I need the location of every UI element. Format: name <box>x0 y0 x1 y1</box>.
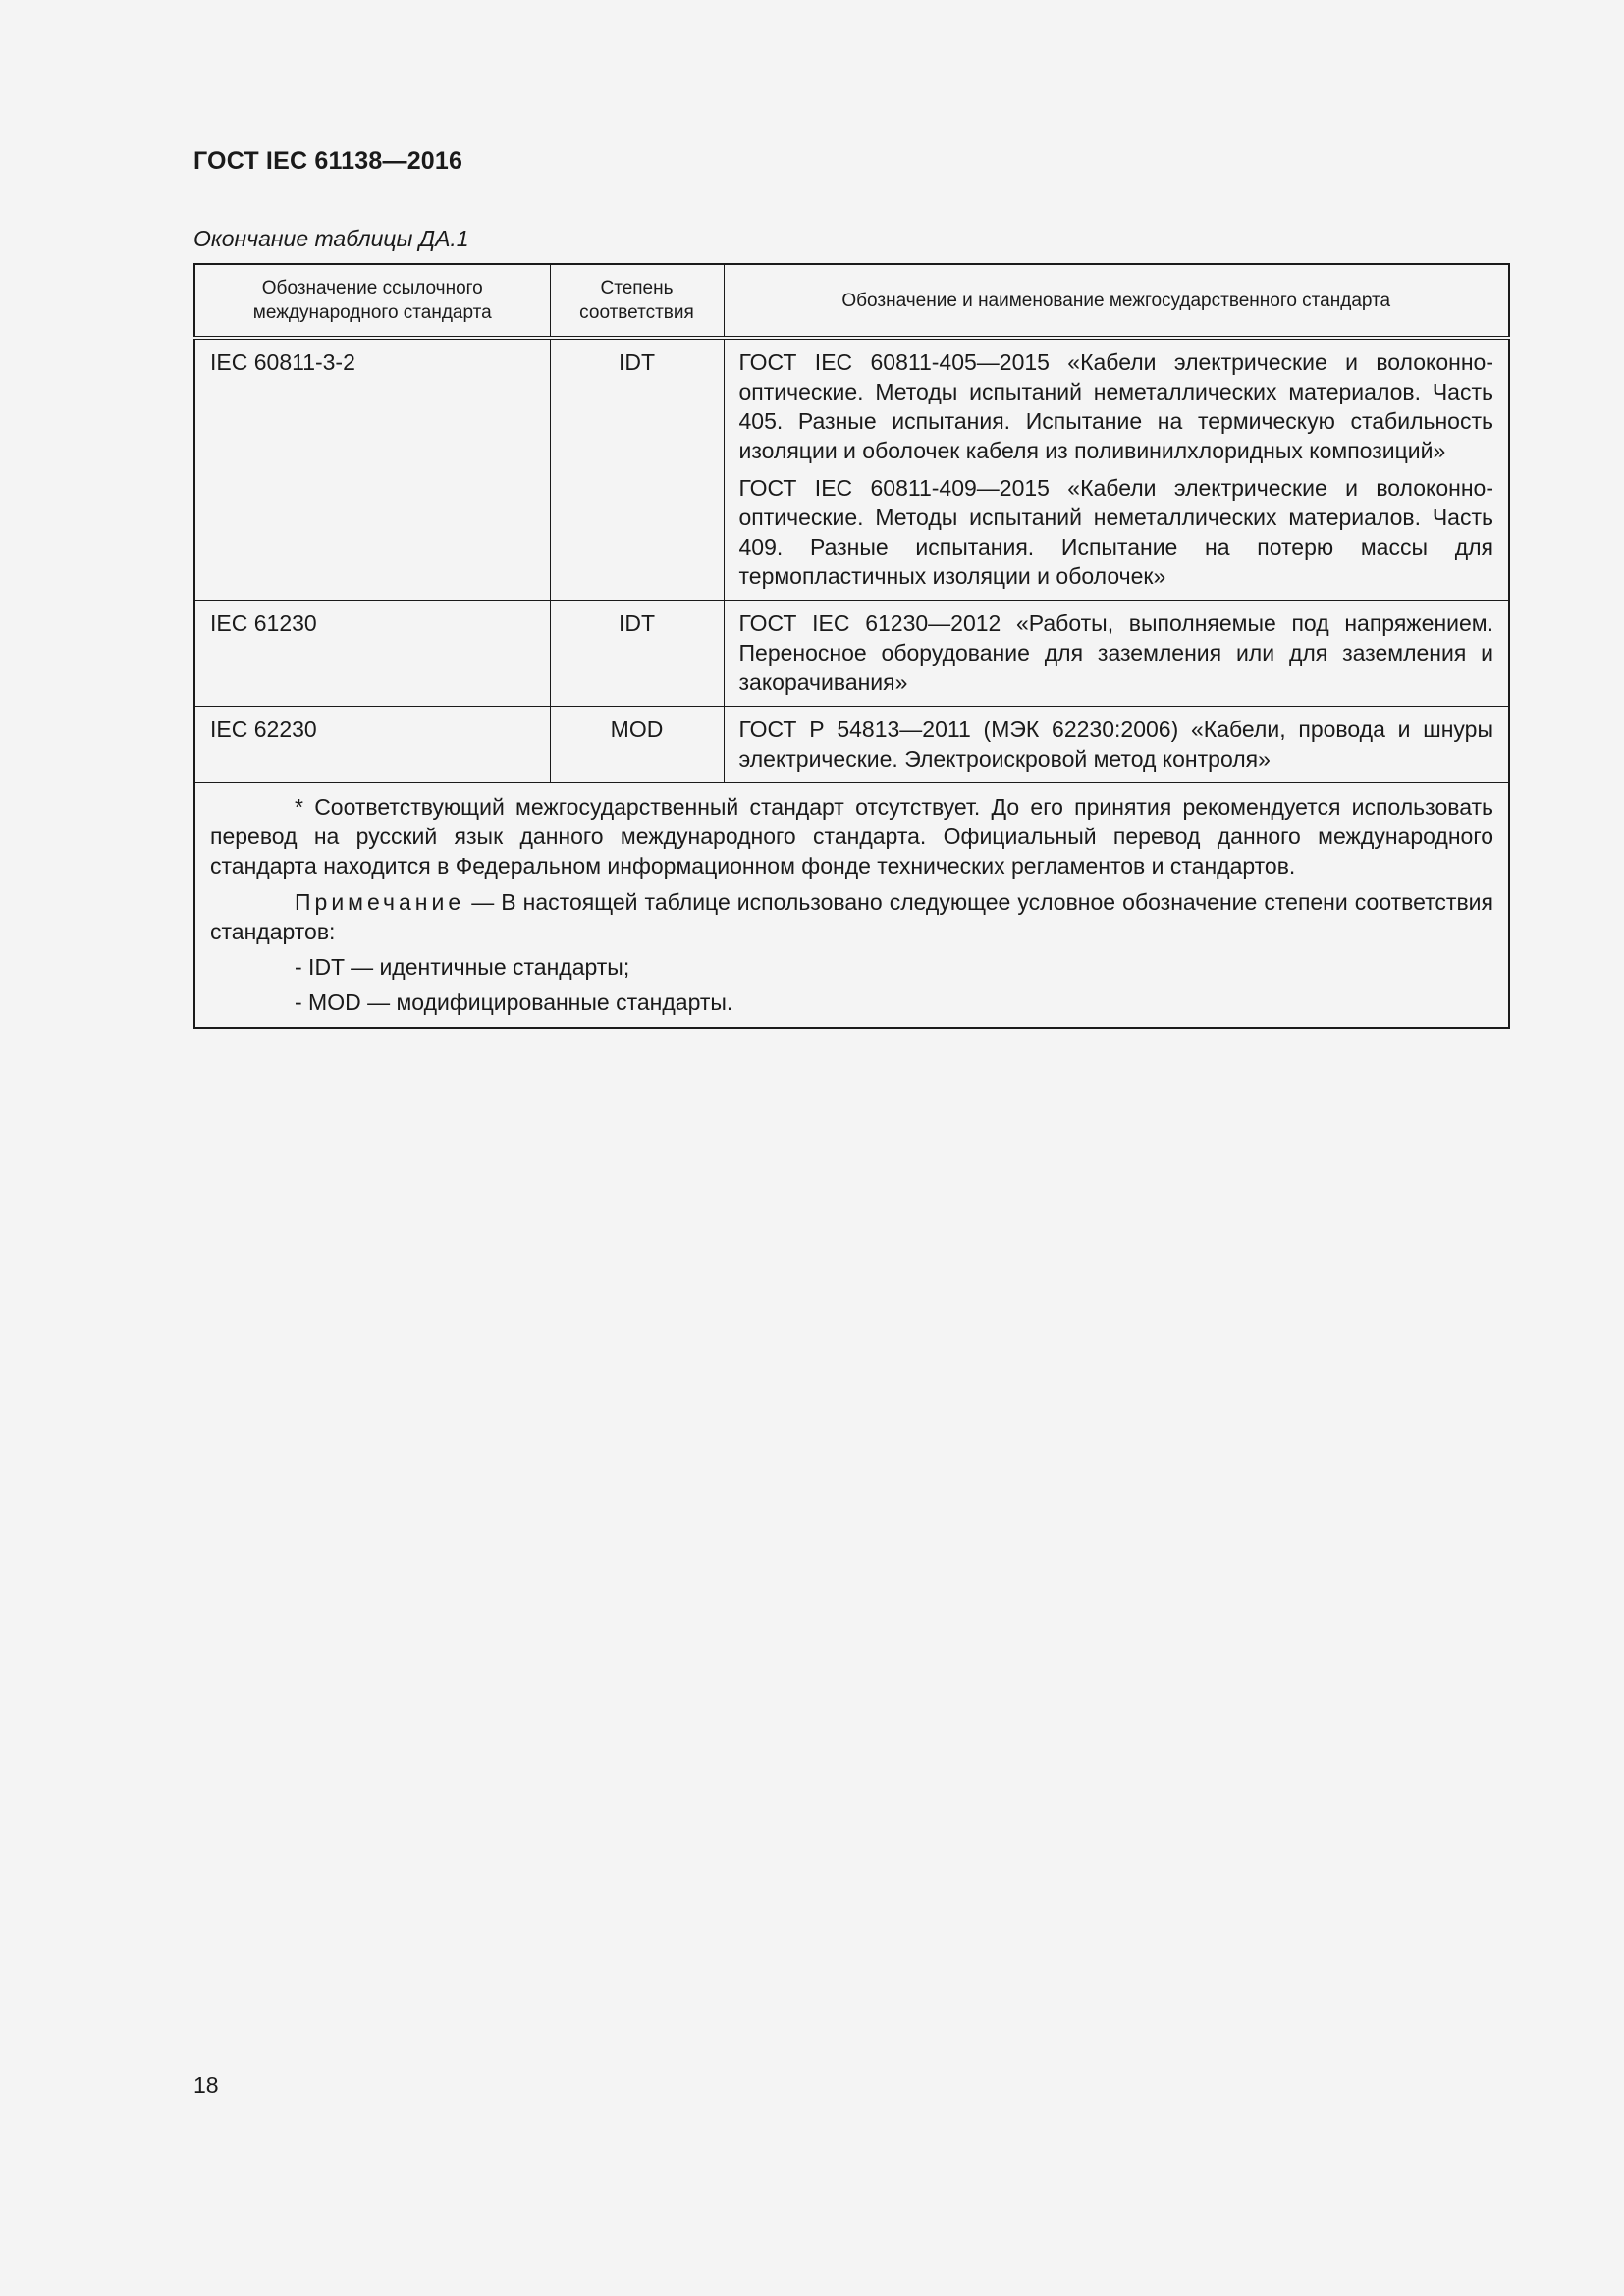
cell-degree: IDT <box>550 601 724 707</box>
note-text: — В настоящей таблице использовано следующее условное обозначение степени соответствия стандартов: <box>210 889 1493 944</box>
column-header-degree: Степень соответствия <box>550 264 724 338</box>
document-header: ГОСТ IEC 61138—2016 <box>193 147 463 175</box>
page-number: 18 <box>193 2072 219 2098</box>
standard-description: ГОСТ IEC 61230—2012 «Работы, выполняемые под напряжением. Переносное оборудование для заземления или для заземления и закорачивания» <box>738 611 1493 695</box>
cell-interstate-standard <box>724 338 1509 601</box>
standard-description: ГОСТ Р 54813—2011 (МЭК 62230:2006) «Кабели, провода и шнуры электрические. Электроискровой метод контроля» <box>738 717 1493 772</box>
standard-description: ГОСТ IEC 60811-409—2015 «Кабели электрические и волоконно-оптические. Методы испытаний неметаллических материалов. Часть 409. Разные испытания. Испытание на потерю массы для термопластичных изоляции и оболочек» <box>738 475 1493 589</box>
note-list-item: - MOD — модифицированные стандарты. <box>295 989 733 1015</box>
standards-table <box>193 263 1510 1029</box>
cell-international-code: IEC 60811-3-2 <box>194 338 550 601</box>
column-header-interstate-standard: Обозначение и наименование межгосударственного стандарта <box>724 264 1509 338</box>
cell-degree: IDT <box>550 338 724 601</box>
table-footnote: * Соответствующий межгосударственный стандарт отсутствует. До его принятия рекомендуется использовать перевод на русский язык данного международного стандарта. Официальный перевод данного международного стандарта находится в Федеральном информационном фонде технических регламентов и стандартов. <box>210 794 1493 879</box>
cell-international-code: IEC 61230 <box>194 601 550 707</box>
cell-interstate-standard <box>724 707 1509 783</box>
cell-interstate-standard <box>724 601 1509 707</box>
table-note <box>210 887 1493 946</box>
table-caption: Окончание таблицы ДА.1 <box>193 226 469 251</box>
note-label: Примечание <box>295 889 465 915</box>
cell-degree: MOD <box>550 707 724 783</box>
standard-description: ГОСТ IEC 60811-405—2015 «Кабели электрические и волоконно-оптические. Методы испытаний неметаллических материалов. Часть 405. Разные испытания. Испытание на термическую стабильность изоляции и оболочек кабеля из поливинилхлоридных композиций» <box>738 349 1493 463</box>
cell-international-code: IEC 62230 <box>194 707 550 783</box>
table-row <box>194 601 1509 707</box>
table-notes-cell <box>194 783 1509 1029</box>
table-row <box>194 338 1509 601</box>
table-header-row <box>194 264 1509 338</box>
column-header-international-standard: Обозначение ссылочного международного стандарта <box>194 264 550 338</box>
note-list-item: - IDT — идентичные стандарты; <box>295 954 630 980</box>
standards-table-wrapper <box>193 263 1508 1029</box>
table-row <box>194 707 1509 783</box>
table-notes-row <box>194 783 1509 1029</box>
